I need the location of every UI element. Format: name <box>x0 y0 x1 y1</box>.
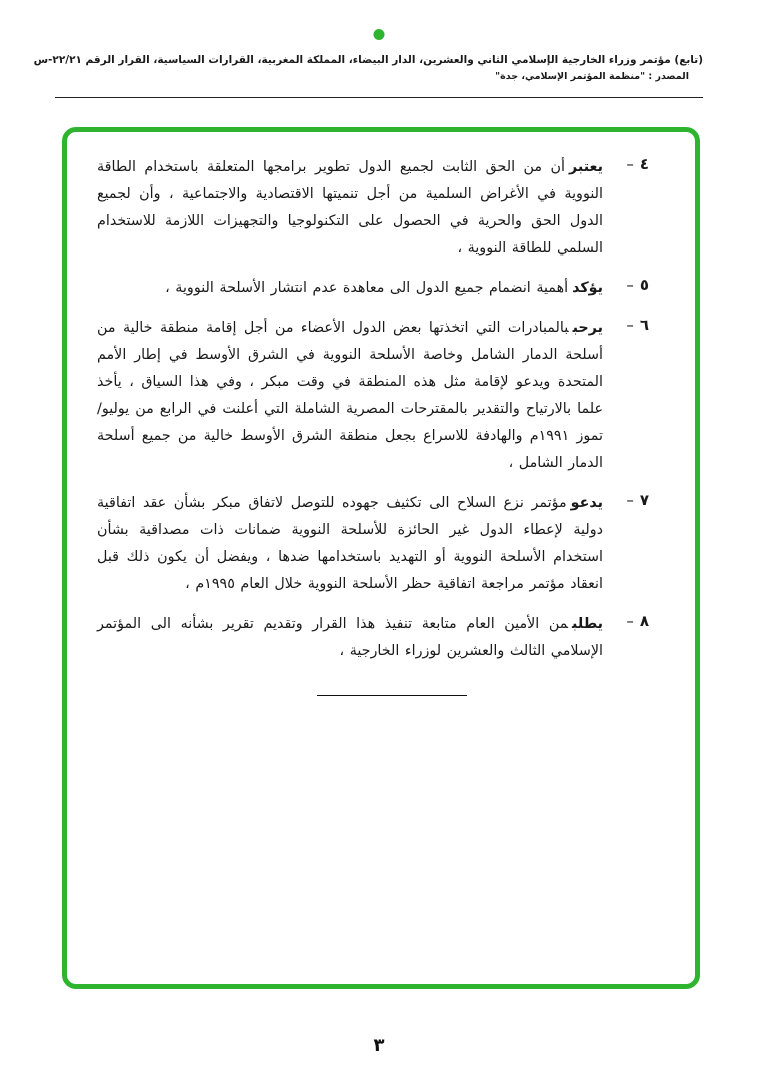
item-text <box>97 315 603 477</box>
resolution-item <box>97 275 649 302</box>
item-number <box>603 154 649 262</box>
item-text <box>97 490 603 598</box>
highlight-border-box <box>62 127 700 989</box>
header-source-line: المصدر : "منظمة المؤتمر الإسلامي، جدة" <box>495 71 689 82</box>
item-lead-word: يدعو <box>570 495 603 511</box>
item-text <box>97 154 603 262</box>
resolution-item <box>97 611 649 665</box>
resolution-item <box>97 154 649 262</box>
item-body-text: أن من الحق الثابت لجميع الدول تطوير برامجها المتعلقة باستخدام الطاقة النووية في الأغراض السلمية من أجل تنميتها الاقتصادية والاجتماعية ، وأن لجميع الدول الحق والحرية في الحصول على التكنولوجيا والتجهيزات اللازمة للاستخدام السلمي للطاقة النووية ، <box>97 159 603 256</box>
item-number <box>603 611 649 665</box>
resolution-item <box>97 315 649 477</box>
item-number <box>603 490 649 598</box>
item-number <box>603 275 649 302</box>
document-header <box>33 54 703 82</box>
header-title-line: (تابع) مؤتمر وزراء الخارجية الإسلامي الثاني والعشرين، الدار البيضاء، المملكة المغربية، القرارات السياسية، القرار الرقم ٢٢/٢١-س <box>33 54 703 66</box>
item-body-text: بالمبادرات التي اتخذتها بعض الدول الأعضاء من أجل إقامة منطقة خالية من أسلحة الدمار الشامل وخاصة الأسلحة النووية في الشرق الأوسط في إطار الأمم المتحدة ويدعو لإقامة مثل هذه المنطقة في وقت مبكر ، وفي هذا السياق ، يأخذ علما بالارتياح والتقدير بالمقترحات المصرية الشاملة التي أعلنت في الرابع من يوليو/ تموز ١٩٩١م والهادفة للاسراع بجعل منطقة الشرق الأوسط خالية من جميع أسلحة الدمار الشامل ، <box>97 320 603 471</box>
item-text <box>97 275 603 302</box>
item-number-value: ٤ <box>639 155 649 173</box>
item-dash: – <box>626 316 634 334</box>
item-number <box>603 315 649 477</box>
green-dot-mark <box>374 29 385 40</box>
page-number: ٣ <box>373 1035 385 1056</box>
item-lead-word: يؤكد <box>572 280 603 296</box>
item-dash: – <box>626 612 634 630</box>
item-lead-word: يعتبر <box>568 159 603 175</box>
item-number-value: ٦ <box>639 316 649 334</box>
item-number-value: ٧ <box>639 491 649 509</box>
item-body-text: من الأمين العام متابعة تنفيذ هذا القرار وتقديم تقرير بشأنه الى المؤتمر الإسلامي الثالث والعشرين لوزراء الخارجية ، <box>97 616 603 659</box>
item-lead-word: يرحب <box>572 320 603 336</box>
resolution-item <box>97 490 649 598</box>
item-body-text: أهمية انضمام جميع الدول الى معاهدة عدم انتشار الأسلحة النووية ، <box>165 280 569 296</box>
end-of-text-divider <box>317 695 467 696</box>
item-text <box>97 611 603 665</box>
item-number-value: ٥ <box>639 276 649 294</box>
item-body-text: مؤتمر نزع السلاح الى تكثيف جهوده للتوصل لاتفاق مبكر بشأن عقد اتفاقية دولية لإعطاء الدول غير الحائزة للأسلحة النووية ضمانات ذات مصداقية بشأن استخدام الأسلحة النووية أو التهديد باستخدامها ضدها ، ويفضل أن يكون ذلك قبل انعقاد مؤتمر مراجعة اتفاقية حظر الأسلحة النووية خلال العام ١٩٩٥م ، <box>97 495 603 592</box>
resolution-body <box>67 132 695 696</box>
item-dash: – <box>626 276 634 294</box>
item-number-value: ٨ <box>639 612 649 630</box>
item-dash: – <box>626 491 634 509</box>
header-rule <box>55 97 703 98</box>
item-dash: – <box>626 155 634 173</box>
item-lead-word: يطلب <box>572 616 603 632</box>
